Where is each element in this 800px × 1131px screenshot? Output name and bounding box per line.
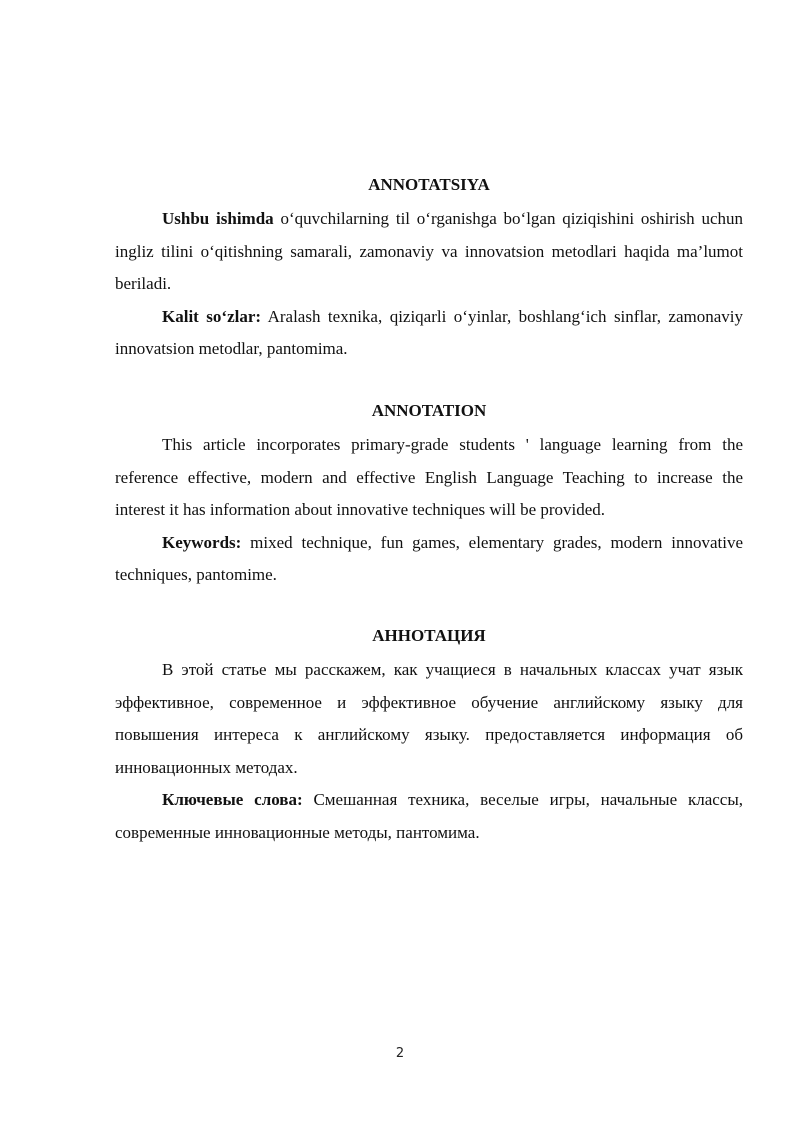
keywords-label: Ключевые слова: xyxy=(162,790,303,809)
keywords-text: Aralash texnika, qiziqarli o‘yinlar, boshlang‘ich sinflar, zamonaviy innovatsion metodlar, pantomima. xyxy=(115,306,743,358)
annotation-english-keywords xyxy=(115,527,743,592)
keywords-text: Смешанная техника, веселые игры, начальные классы, современные инновационные методы, пантомима. xyxy=(115,790,744,842)
keywords-text: mixed technique, fun games, elementary grades, modern innovative techniques, pantomime. xyxy=(115,532,743,584)
annotation-english-abstract: This article incorporates primary-grade students ' language learning from the reference effective, modern and effective English Language Teaching to increase the interest it has information about innovative techniques will be provided. xyxy=(115,435,743,519)
keywords-label: Kalit so‘zlar: xyxy=(162,306,262,326)
annotation-uzbek-heading: ANNOTATSIYA xyxy=(368,175,490,194)
keywords-label: Keywords: xyxy=(162,532,242,552)
annotation-uzbek-keywords xyxy=(115,301,743,366)
abstract-lead-text: Ushbu ishimda xyxy=(162,209,274,228)
annotation-russian-section xyxy=(115,624,743,849)
annotation-russian-abstract: В этой статье мы расскажем, как учащиеся в начальных классах учат язык эффективное, современное и эффективное обучение английскому языку для повышения интереса к английскому языку. предоставляется информация об инновационных методах. xyxy=(115,660,743,777)
annotation-russian-heading: АННОТАЦИЯ xyxy=(372,626,486,645)
annotation-uzbek-section xyxy=(115,173,743,366)
page-number: 2 xyxy=(395,1046,405,1061)
annotation-english-section xyxy=(115,399,743,592)
annotation-uzbek-abstract xyxy=(115,203,743,301)
annotation-english-heading: ANNOTATION xyxy=(371,401,487,420)
abstract-body-text: o‘quvchilarning til o‘rganishga bo‘lgan qiziqishini oshirish uchun ingliz tilini o‘qitishning samarali, zamonaviy va innovatsion metodlari haqida ma’lumot beriladi. xyxy=(115,209,743,293)
annotation-russian-keywords xyxy=(115,784,743,849)
